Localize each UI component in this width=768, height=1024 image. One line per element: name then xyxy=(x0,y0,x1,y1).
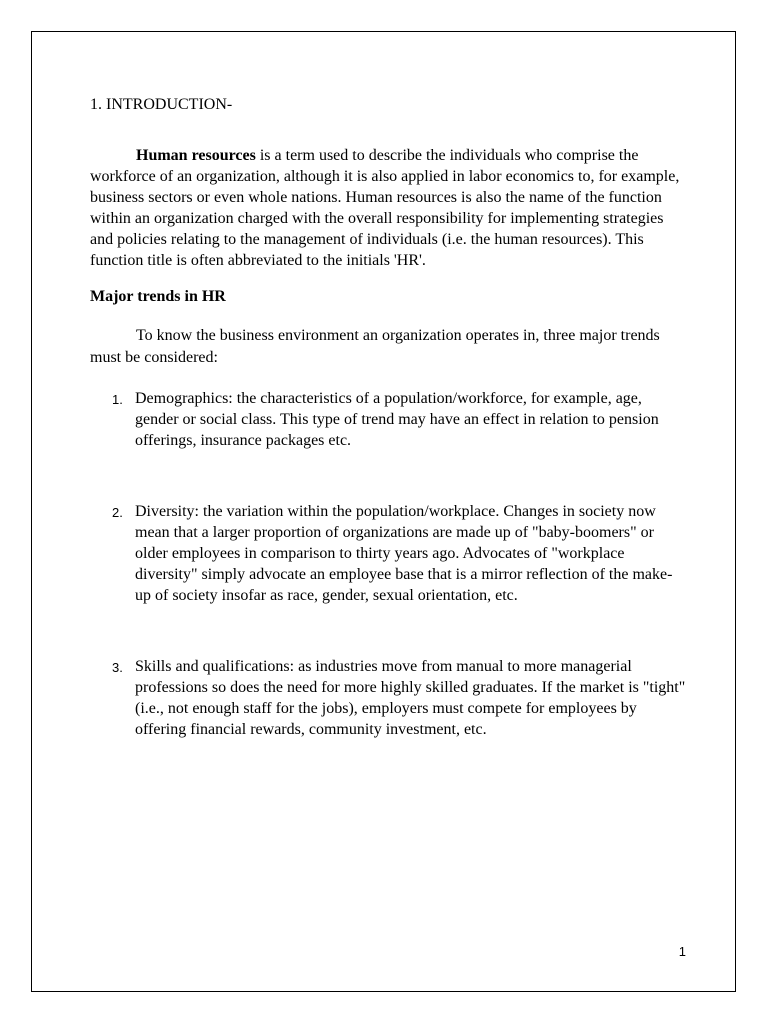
trend-number: 3. xyxy=(112,660,123,675)
subheading-major-trends: Major trends in HR xyxy=(90,288,226,305)
trend-list xyxy=(90,388,686,740)
trend-item-demographics xyxy=(90,388,686,451)
trend-text: Diversity: the variation within the population/workplace. Changes in society now mean that a larger proportion of organizations are made up of "baby-boomers" or older employees in comparison to thirty years ago. Advocates of "workplace diversity" simply advocate an employee base that is a mirror reflection of the make-up of society insofar as race, gender, sexual orientation, etc. xyxy=(135,503,673,604)
document-body xyxy=(90,94,686,740)
intro-paragraph xyxy=(90,145,686,271)
intro-text: is a term used to describe the individuals who comprise the workforce of an organization, although it is also applied in labor economics to, for example, business sectors or even whole nations. Human resources is also the name of the function within an organization charged with the overall responsibility for implementing strategies and policies relating to the management of individuals (i.e. the human resources). This function title is often abbreviated to the initials 'HR'. xyxy=(90,147,680,269)
trend-item-diversity xyxy=(90,501,686,606)
section-heading: 1. INTRODUCTION- xyxy=(90,96,233,113)
trend-item-skills xyxy=(90,656,686,740)
trends-lead-paragraph: To know the business environment an organization operates in, three major trends must be considered: xyxy=(90,327,660,366)
page-number: 1 xyxy=(678,944,686,959)
trend-number: 1. xyxy=(112,392,123,407)
intro-bold-term: Human resources xyxy=(136,147,256,164)
trend-text: Demographics: the characteristics of a population/workforce, for example, age, gender or social class. This type of trend may have an effect in relation to pension offerings, insurance packages etc. xyxy=(135,390,659,449)
trend-number: 2. xyxy=(112,505,123,520)
trend-text: Skills and qualifications: as industries move from manual to more managerial professions so does the need for more highly skilled graduates. If the market is "tight" (i.e., not enough staff for the jobs), employers must compete for employees by offering financial rewards, community investment, etc. xyxy=(135,658,686,738)
